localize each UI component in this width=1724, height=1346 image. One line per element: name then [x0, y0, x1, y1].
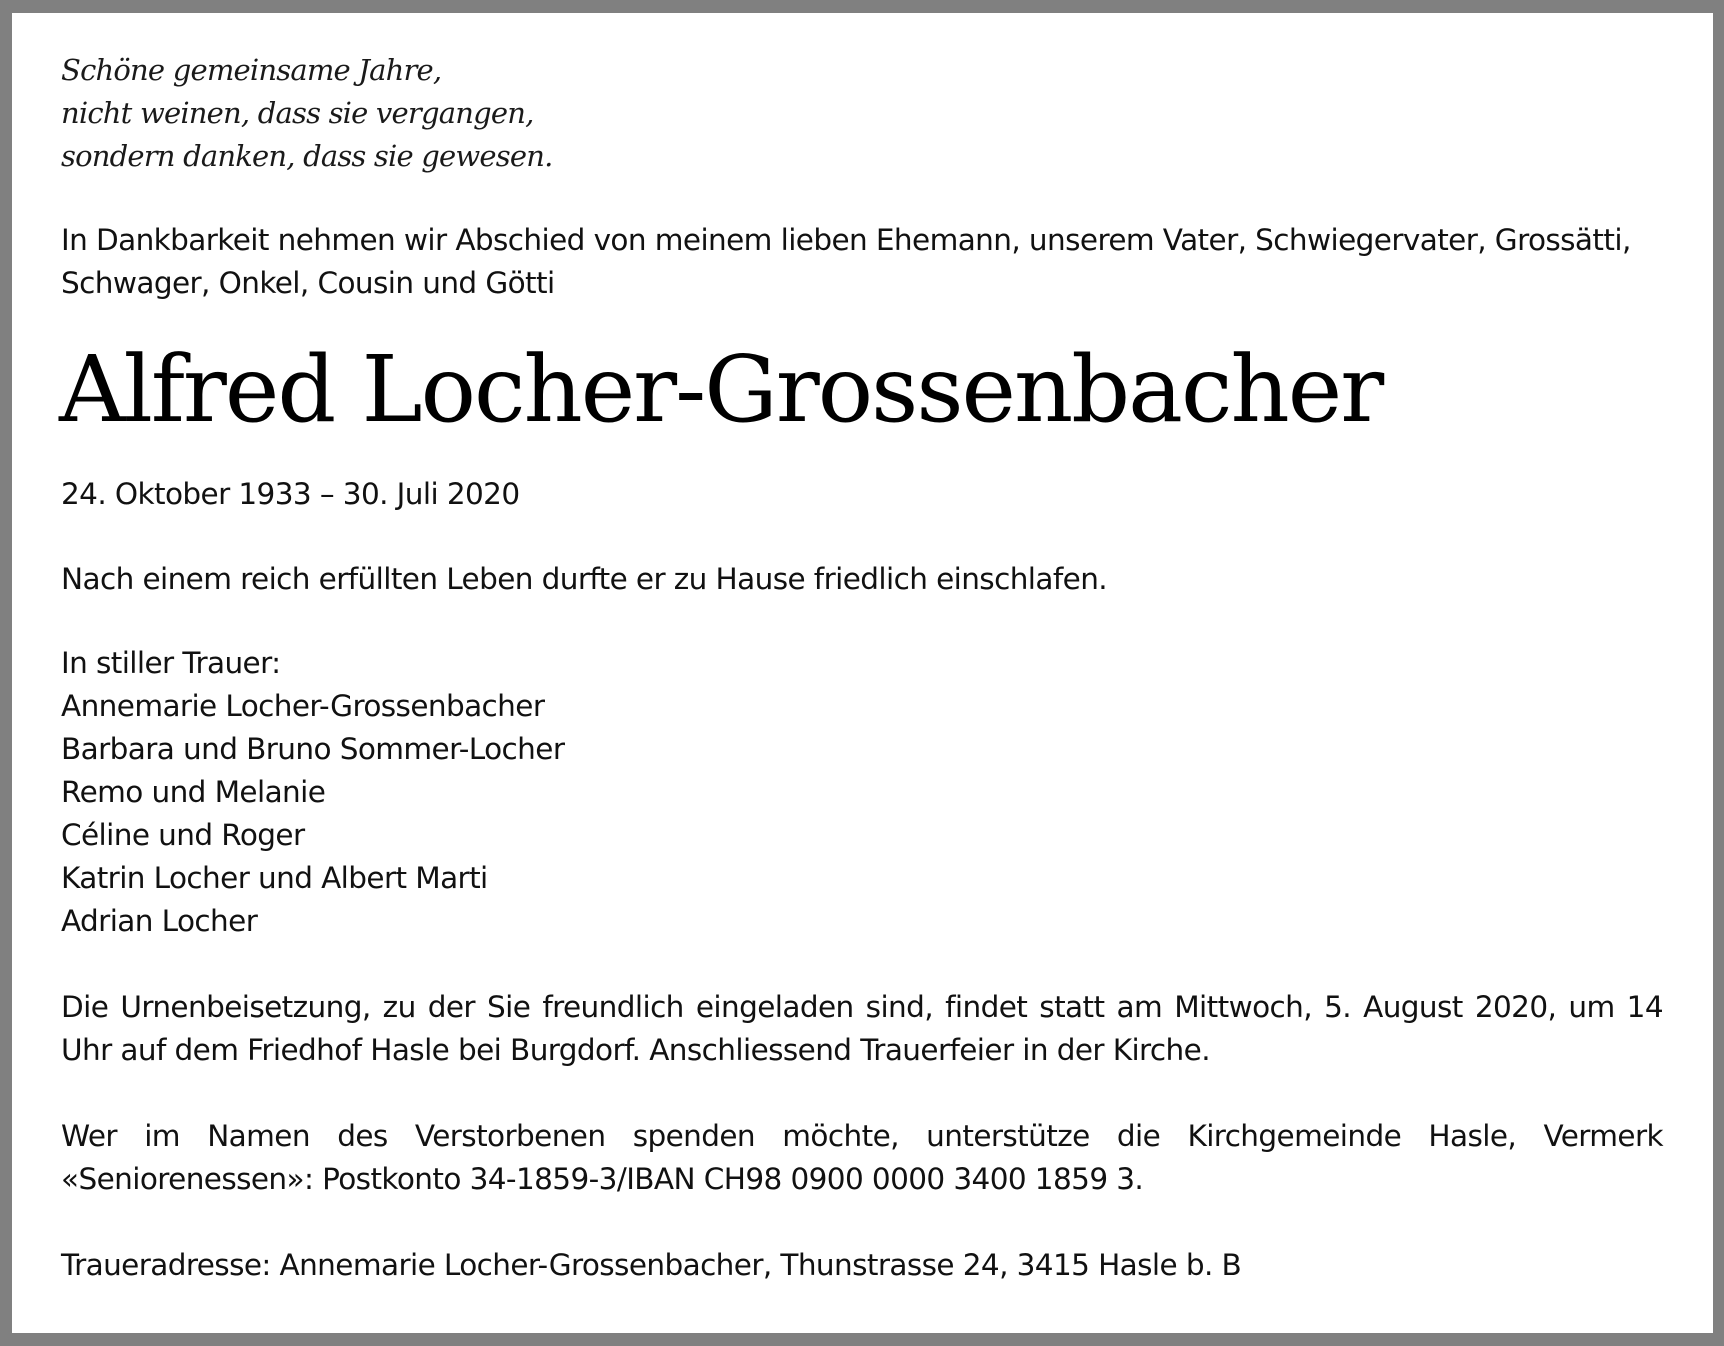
passing-statement: Nach einem reich erfüllten Leben durfte er zu Hause friedlich einschlafen.	[61, 562, 1108, 596]
mourners-heading: In stiller Trauer:	[61, 646, 281, 680]
mourner-name: Barbara und Bruno Sommer-Locher	[61, 732, 565, 766]
mourners-list	[61, 642, 1663, 943]
deceased-name: Alfred Locher-Grossenbacher	[59, 336, 1383, 443]
mourner-name: Adrian Locher	[61, 904, 258, 938]
farewell-intro: In Dankbarkeit nehmen wir Abschied von meinem lieben Ehemann, unserem Vater, Schwiegervater, Grossätti, Schwager, Onkel, Cousin und Götti	[61, 223, 1631, 300]
donation-note: Wer im Namen des Verstorbenen spenden möchte, unterstütze die Kirchgemeinde Hasle, Vermerk «Seniorenessen»: Postkonto 34-1859-3/IBAN CH98 0900 0000 3400 1859 3.	[61, 1119, 1663, 1196]
ceremony-details: Die Urnenbeisetzung, zu der Sie freundlich eingeladen sind, findet statt am Mittwoch, 5. August 2020, um 14 Uhr auf dem Friedhof Hasle bei Burgdorf. Anschliessend Trauerfeier in der Kirche.	[61, 990, 1663, 1067]
mourner-name: Katrin Locher und Albert Marti	[61, 861, 488, 895]
mourner-name: Céline und Roger	[61, 818, 305, 852]
verse-line-2: nicht weinen, dass sie vergangen,	[61, 96, 534, 130]
mourning-address: Traueradresse: Annemarie Locher-Grossenbacher, Thunstrasse 24, 3415 Hasle b. B	[61, 1248, 1242, 1282]
life-dates: 24. Oktober 1933 – 30. Juli 2020	[61, 477, 520, 511]
obituary-content	[61, 49, 1663, 1287]
mourner-name: Remo und Melanie	[61, 775, 326, 809]
memorial-verse	[61, 49, 1663, 178]
mourner-name: Annemarie Locher-Grossenbacher	[61, 689, 545, 723]
verse-line-3: sondern danken, dass sie gewesen.	[61, 139, 553, 173]
verse-line-1: Schöne gemeinsame Jahre,	[61, 53, 442, 87]
